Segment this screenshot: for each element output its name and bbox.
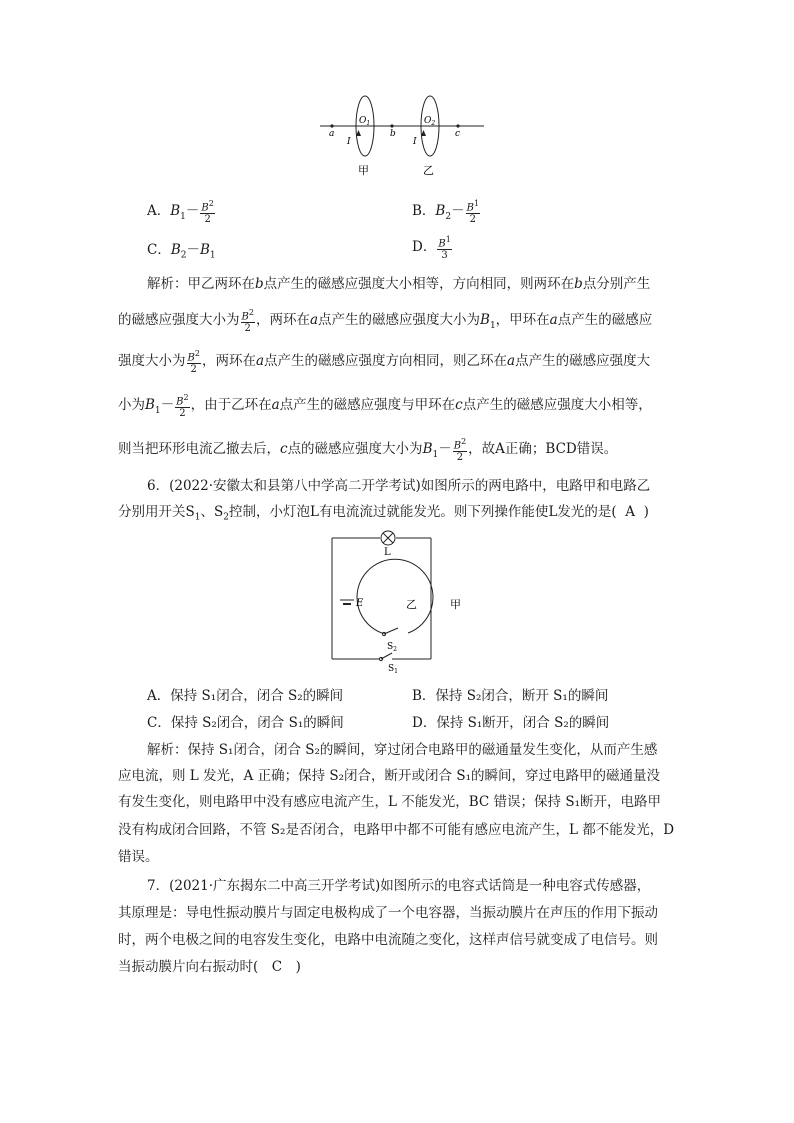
circuit-figure (320, 528, 470, 678)
q6-option-a: A．保持 S₁闭合，闭合 S₂的瞬间 (147, 688, 344, 704)
q6-solution-line-1: 解析：保持 S₁闭合，闭合 S₂的瞬间，穿过闭合电路甲的磁通量发生变化，从而产生感 (147, 742, 658, 758)
switch-s1-label: $S_1$ (388, 664, 398, 675)
q5-solution-line-1: 解析：甲乙两环在b点产生的磁感应强度大小相等，方向相同，则两环在b点分别产生 (147, 276, 651, 292)
q7-stem-line-2: 其原理是：导电性振动膜片与固定电极构成了一个电容器，当振动膜片在声压的作用下振动 (118, 905, 658, 921)
q7-stem-line-4: 当振动膜片向右振动时( C ) (118, 959, 301, 975)
q5-option-b: B．$B_2-$ $\frac{B^1}{2}$ (412, 199, 480, 226)
point-b-label: b (390, 129, 396, 139)
q6-option-d: D．保持 S₁断开，闭合 S₂的瞬间 (412, 715, 610, 731)
q6-solution-line-3: 有发生变化，则电路甲中没有感应电流产生，L 不能发光，BC 错误；保持 S₁断开，电路甲 (118, 794, 661, 810)
ring-yi-label: 乙 (423, 164, 434, 177)
battery-e-label: E (356, 598, 364, 609)
current-i2-label: I (413, 137, 417, 147)
q6-solution-line-5: 错误。 (118, 849, 159, 865)
center-o2-label: $O_2$ (424, 116, 436, 127)
lamp-label: L (384, 547, 391, 558)
point-a-label: a (329, 129, 335, 139)
q6-stem-line-1: 6．(2022·安徽太和县第八中学高二开学考试)如图所示的两电路中，电路甲和电路乙 (147, 478, 651, 494)
q6-solution-line-4: 没有构成闭合回路，不管 S₂是否闭合，电路甲中都不可能有感应电流产生，L 都不能发光，D (118, 822, 675, 838)
center-o1-label: $O_1$ (359, 116, 371, 127)
circuit-jia-label: 甲 (450, 598, 461, 611)
q6-stem-line-2: 分别用开关$S_1$、$S_2$控制，小灯泡L有电流流过就能发光。则下列操作能使L发光的是( A ) (118, 504, 649, 523)
q5-option-c: C．$B_2-B_1$ (147, 242, 216, 261)
q6-option-c: C．保持 S₂闭合，闭合 S₁的瞬间 (147, 715, 344, 731)
q5-option-a: A．$B_1-$ $\frac{B^2}{2}$ (147, 199, 214, 226)
q5-option-d: D． $\frac{B^1}{3}$ (412, 235, 451, 262)
q6-answer: A (625, 504, 636, 520)
q5-solution-line-3: 强度大小为 $\frac{B^2}{2}$ ，两环在a点产生的磁感应强度方向相同，则乙环在a点产生的磁感应强度大 (118, 349, 651, 376)
q5-solution-line-4: 小为$B_1-$ $\frac{B^2}{2}$ ，由于乙环在a点产生的磁感应强度与甲环在c点产生的磁感应强度大小相等， (118, 393, 652, 420)
current-i1-label: I (347, 137, 351, 147)
q5-solution-line-5: 则当把环形电流乙撤去后，c点的磁感应强度大小为$B_1-$ $\frac{B^2}{2}$ ，故A正确；BCD错误。 (118, 437, 618, 464)
q6-option-b: B．保持 S₂闭合，断开 S₁的瞬间 (412, 688, 609, 704)
q5-solution-line-2: 的磁感应强度大小为 $\frac{B^2}{2}$ ，两环在a点产生的磁感应强度大小为$B_1$，甲环在a点产生的磁感应 (118, 308, 653, 335)
q7-stem-line-3: 时，两个电极之间的电容发生变化，电路中电流随之变化，这样声信号就变成了电信号。则 (118, 932, 658, 948)
ring-figure (320, 92, 490, 180)
point-c-label: c (455, 129, 461, 139)
q6-solution-line-2: 应电流，则 L 发光，A 正确；保持 S₂闭合，断开或闭合 S₁的瞬间，穿过电路甲的磁通量没 (118, 768, 660, 784)
ring-jia-label: 甲 (358, 164, 369, 177)
q7-stem-line-1: 7．(2021·广东揭东二中高三开学考试)如图所示的电容式话筒是一种电容式传感器， (147, 878, 651, 894)
switch-s2-label: $S_2$ (387, 642, 397, 653)
circuit-yi-label: 乙 (406, 598, 417, 611)
